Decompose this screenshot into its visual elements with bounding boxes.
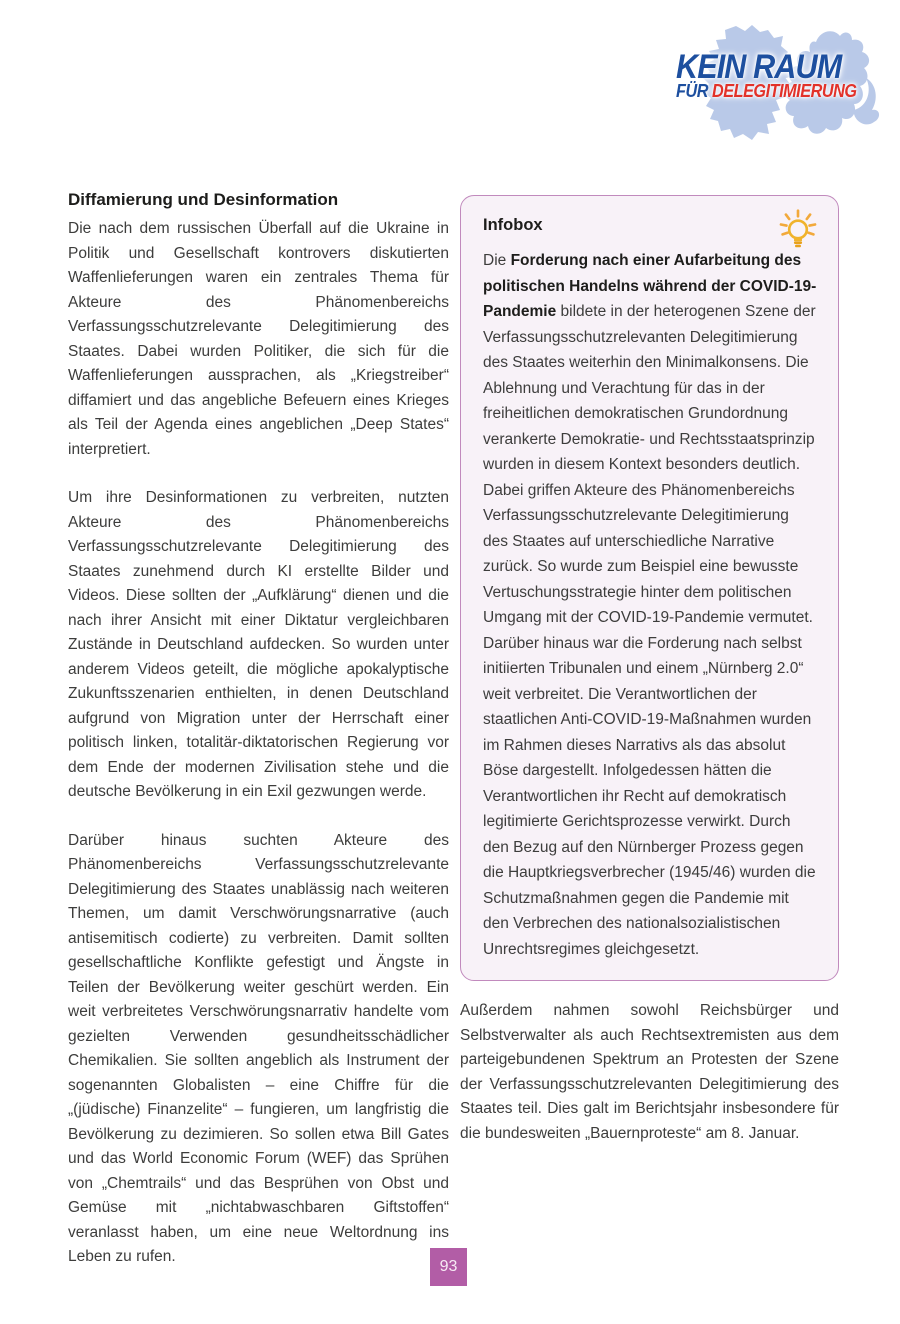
kein-raum-logo	[648, 22, 883, 144]
logo-line2	[676, 82, 856, 100]
lightbulb-icon	[776, 208, 820, 252]
article-paragraph-2: Um ihre Desinformationen zu verbreiten, nutzten Akteure des Phänomenbereichs Verfassungsschutzrelevante Delegitimierung des Staates zunehmend durch KI erstellte Bilder und Videos. Diese sollten der „Aufklärung“ dienen und die nach ihrer Ansicht mit einer Diktatur vergleichbaren Zustände in Deutschland aufdecken. So wurden unter anderem Videos geteilt, die mögliche apokalyptische Zukunftsszenarien enthielten, in denen Deutschland aufgrund von Migration unter der Herrschaft einer politisch linken, totalitär-diktatorischen Regierung vor dem Ende der modernen Zivilisation stehe und die deutsche Bevölkerung in ein Exil gezwungen werde.	[68, 489, 449, 800]
article-paragraph-3: Darüber hinaus suchten Akteure des Phänomenbereichs Verfassungsschutzrelevante Delegitimierung des Staates unablässig nach weiteren Themen, um damit Verschwörungsnarrative (auch antisemitisch codierte) zu verbreiten. Damit sollten gesellschaftliche Konflikte gefestigt und Ängste in Teilen der Bevölkerung weiter geschürt werden. Ein weit verbreitetes Verschwörungsnarrativ handelte vom gezielten Verwenden gesundheitsschädlicher Chemikalien. Sie sollten angeblich als Instrument der sogenannten Globalisten – eine Chiffre für die „(jüdische) Finanzelite“ – fungieren, um langfristig die Bevölkerung zu dezimieren. So sollen etwa Bill Gates und das World Economic Forum (WEF) das Sprühen von „Chemtrails“ und das Besprühen von Obst und Gemüse mit „nichtabwaschbaren Giftstoffen“ veranlasst haben, um eine neue Weltordnung ins Leben zu rufen.	[68, 831, 449, 1265]
article-paragraph-1: Die nach dem russischen Überfall auf die Ukraine in Politik und Gesellschaft kontrovers diskutierten Waffenlieferungen waren ein zentrales Thema für Akteure des Phänomenbereichs Verfassungsschutzrelevante Delegitimierung des Staates. Dabei wurden Politiker, die sich für die Waffenlieferungen aussprachen, als „Kriegstreiber“ diffamiert und das angebliche Befeuern eines Krieges als Teil der Agenda eines angeblichen „Deep States“ interpretiert.	[68, 220, 449, 458]
infobox-lead-bold: Forderung nach einer Aufarbeitung des politischen Handelns während der COVID-19-Pandemie	[483, 252, 817, 320]
infobox-body	[483, 248, 818, 962]
logo-delegitimierung: DELEGITIMIERUNG	[712, 81, 857, 101]
page-number-badge	[430, 1248, 467, 1286]
article-column	[68, 188, 449, 1294]
page-number: 93	[439, 1258, 458, 1275]
aside-paragraph: Außerdem nahmen sowohl Reichsbürger und Selbstverwalter als auch Rechtsextremisten aus dem parteigebundenen Spektrum an Protesten der Szene der Verfassungsschutzrelevanten Delegitimierung des Staates teil. Dies galt im Berichtsjahr insbesondere für die bundesweiten „Bauernproteste“ am 8. Januar.	[460, 1002, 839, 1142]
aside-column	[460, 195, 839, 1146]
logo-fuer: FÜR	[676, 81, 708, 101]
article-heading: Diffamierung und Desinformation	[68, 190, 339, 209]
infobox-lead-prefix: Die	[483, 252, 511, 269]
infobox	[460, 195, 839, 981]
infobox-text: bildete in der heterogenen Szene der Verfassungsschutzrelevanten Delegitimierung des Staates weiterhin den Minimalkonsens. Die Ablehnung und Verachtung für das in der freiheitlichen demokratischen Grundordnung verankerte Demokratie- und Rechtsstaatsprinzip wurden in diesem Kontext besonders deutlich. Dabei griffen Akteure des Phänomenbereichs Verfassungsschutzrelevante Delegitimierung des Staates auf unterschiedliche Narrative zurück. So wurde zum Beispiel eine bewusste Vertuschungsstrategie hinter dem politischen Umgang mit der COVID-19-Pandemie vermutet. Darüber hinaus war die Forderung nach selbst initiierten Tribunalen und einem „Nürnberg 2.0“ weit verbreitet. Die Verantwortlichen der staatlichen Anti-COVID-19-Maßnahmen wurden im Rahmen dieses Narrativs als das absolut Böse dargestellt. Infolgedessen hätten die Verantwortlichen ihr Recht auf demokratisch legitimierte Gerichtsprozesse verwirkt. Durch den Bezug auf den Nürnberger Prozess gegen die Hauptkriegsverbrecher (1945/46) wurden die Schutzmaßnahmen gegen die Pandemie mit den Verbrechen des nationalsozialistischen Unrechtsregimes gleichgesetzt.	[483, 303, 816, 958]
infobox-title: Infobox	[483, 216, 543, 234]
logo-line1: KEIN RAUM	[676, 48, 842, 86]
infobox-header	[483, 212, 818, 246]
logo-wordmark	[676, 48, 857, 101]
